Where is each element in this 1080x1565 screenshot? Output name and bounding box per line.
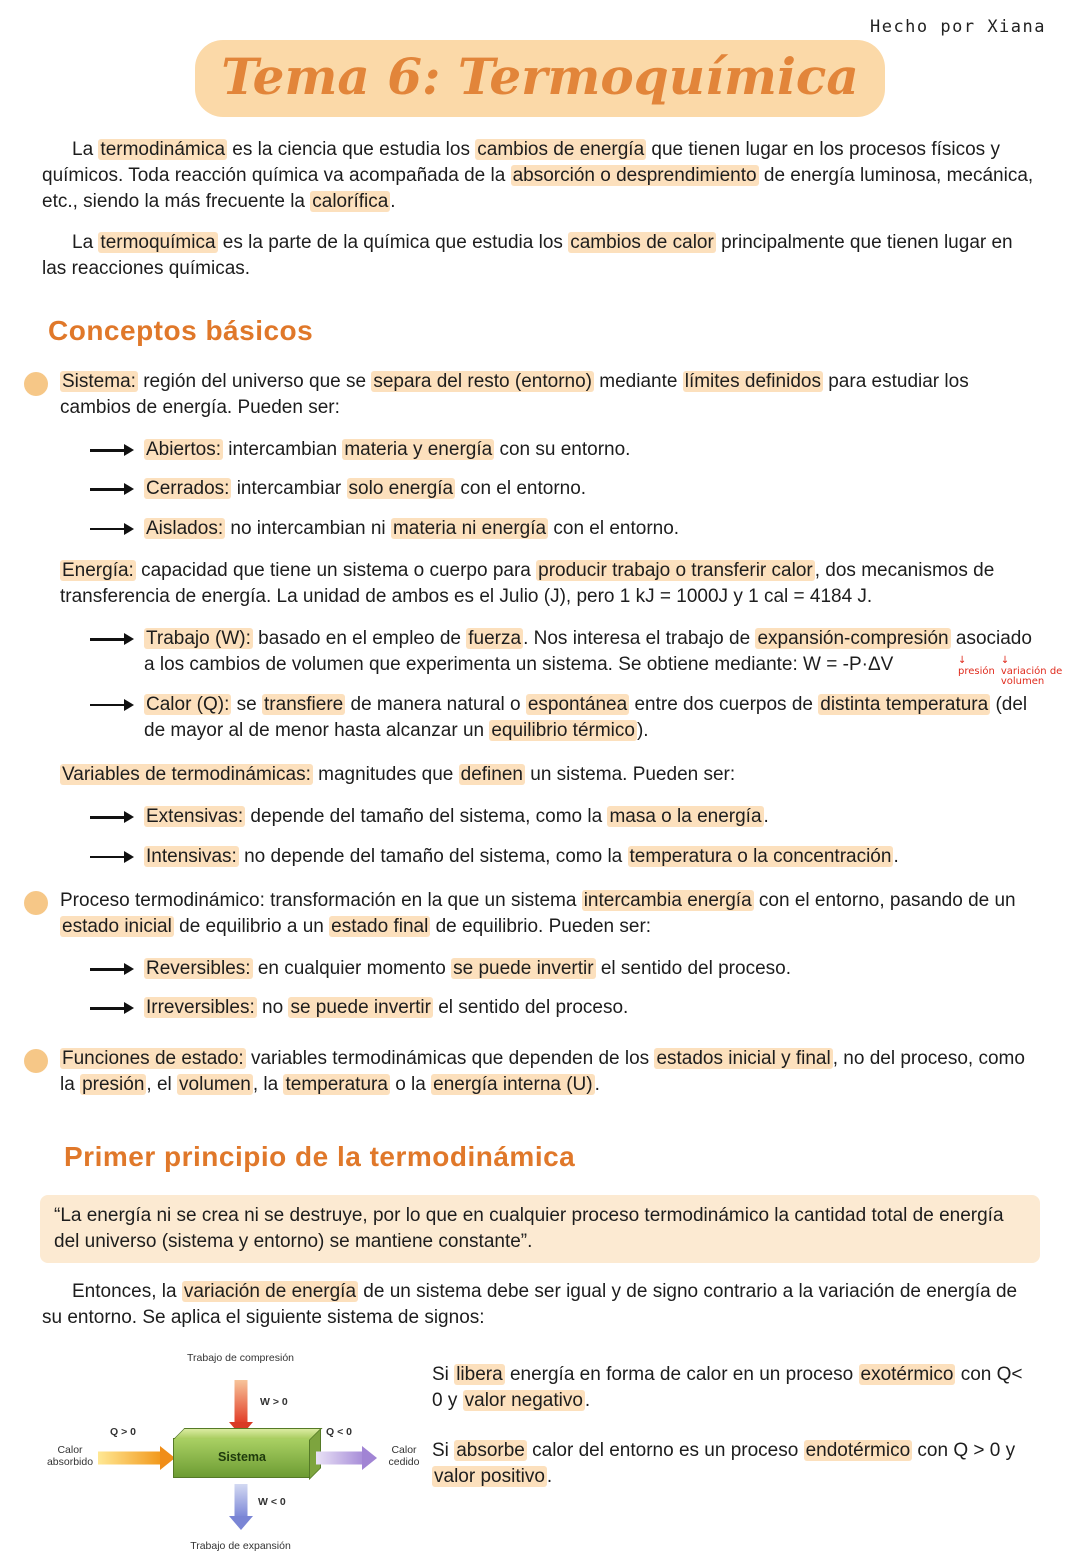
right-arrow-icon [90, 850, 134, 864]
bullet-funciones-text [60, 1046, 1042, 1098]
highlighted-text: absorbe [456, 1440, 525, 1462]
text: intercambiar [231, 478, 347, 500]
paragraph-endotermico [432, 1438, 1030, 1490]
highlighted-text: Cerrados: [146, 478, 230, 500]
highlighted-text: endotérmico [805, 1440, 911, 1462]
text: La [72, 231, 99, 253]
intro-paragraph-2 [42, 230, 1038, 282]
bullet-circle-icon [24, 372, 48, 396]
text: en cualquier momento [252, 958, 452, 980]
text: . [390, 191, 396, 213]
list-item-intensivas [90, 844, 1042, 870]
annotation-presion [958, 656, 995, 677]
list-item-extensivas [90, 804, 1042, 830]
highlighted-text: absorción o desprendimiento [512, 165, 757, 187]
text: que tienen lugar en los procesos físicos y químicos. Toda reacción química va acompañada de la [42, 139, 1000, 187]
text: Proceso termodinámico: transformación en la que un sistema [60, 889, 582, 911]
highlighted-text: materia y energía [344, 439, 493, 461]
text: con el entorno. [548, 517, 680, 539]
list-item-trabajo [90, 626, 1063, 688]
text: calor del entorno es un proceso [526, 1440, 804, 1462]
highlighted-text: solo energía [348, 478, 454, 500]
diagram-label-expansion: Trabajo de expansión [190, 1539, 291, 1552]
author-credit: Hecho por Xiana [869, 17, 1046, 37]
bullet-sistema-text [60, 369, 1042, 421]
heat-absorbed-arrow-icon [98, 1445, 176, 1471]
list-item-aislados [90, 516, 1042, 542]
highlighted-text: equilibrio térmico [491, 719, 635, 741]
highlighted-text: estados inicial y final [656, 1047, 831, 1069]
text: se [231, 693, 263, 715]
highlighted-text: se puede invertir [290, 997, 431, 1019]
diagram-label-q-neg: Q < 0 [326, 1425, 352, 1438]
list-item-cerrados [90, 476, 1042, 502]
highlighted-text: termoquímica [100, 231, 216, 253]
text: de equilibrio. Pueden ser: [430, 916, 652, 937]
text: no [256, 997, 289, 1019]
text: magnitudes que [312, 764, 459, 786]
highlighted-text: variación de energía [183, 1281, 357, 1303]
highlighted-text: energía interna (U) [433, 1073, 593, 1095]
text: región del universo que se [137, 370, 372, 392]
highlighted-text: Variables de termodinámicas: [62, 764, 311, 786]
annotation-presion-label: presión [958, 665, 995, 677]
diagram-label-compression: Trabajo de compresión [187, 1351, 294, 1364]
list-item-cerrados-text [144, 476, 1042, 502]
text: con Q > 0 y [912, 1440, 1016, 1462]
text: Entonces, la [72, 1281, 182, 1303]
list-item-reversibles-text [144, 956, 1042, 982]
text: con el entorno. [455, 478, 587, 500]
highlighted-text: definen [460, 764, 523, 786]
highlighted-text: Intensivas: [146, 845, 237, 867]
text: . [584, 1389, 591, 1411]
highlighted-text: cambios de energía [477, 139, 645, 160]
text: , no del proceso, como la [60, 1047, 1025, 1095]
highlighted-text: exotérmico [860, 1363, 954, 1385]
highlighted-text: Abiertos: [146, 439, 221, 461]
text: es la ciencia que estudia los [227, 139, 476, 160]
bullet-proceso-text [60, 888, 1042, 940]
section-heading-conceptos: Conceptos básicos [48, 315, 314, 347]
page-title [38, 40, 1042, 117]
handwritten-annotation [958, 656, 1068, 688]
highlighted-text: producir trabajo o transferir calor [538, 559, 813, 581]
text: el sentido del proceso. [432, 997, 629, 1019]
text: , dos mecanismos de transferencia de energía. La unidad de ambos es el Julio (J), pero 1 kJ = 1000J y 1 cal = 4184 J. [60, 559, 995, 608]
text: ). [636, 719, 649, 741]
text: basado en el empleo de [252, 628, 467, 650]
paragraph-energia [60, 558, 1038, 610]
annotation-variacion-label: variación de volumen [1000, 665, 1063, 688]
text: mediante [593, 370, 683, 392]
highlighted-text: Calor (Q): [146, 693, 230, 715]
arrow-shaft [316, 1451, 362, 1464]
list-item-intensivas-text [144, 844, 1042, 870]
bottom-section [38, 1350, 1042, 1565]
right-arrow-icon [90, 443, 134, 457]
text: Si [432, 1363, 455, 1385]
text: variables termodinámicas que dependen de los [245, 1047, 655, 1069]
text: . [893, 845, 899, 867]
annotation-arrow-icon: ↓ [1000, 655, 1010, 667]
bullet-circle-icon [24, 1049, 48, 1073]
arrow-head [362, 1446, 377, 1470]
intro-paragraph-1 [42, 137, 1038, 216]
text: . [546, 1466, 553, 1488]
right-arrow-icon [90, 1001, 134, 1015]
highlighted-text: Aislados: [146, 517, 224, 539]
diagram-label-w-neg: W < 0 [258, 1495, 286, 1508]
text: . Nos interesa el trabajo de [523, 628, 756, 650]
right-arrow-icon [90, 482, 134, 496]
expansion-arrow-icon [228, 1484, 254, 1532]
list-item-extensivas-text [144, 804, 1042, 830]
highlighted-text: materia ni energía [392, 517, 547, 539]
first-law-quote: “La energía ni se crea ni se destruye, por lo que en cualquier proceso termodinámico la cantidad total de energía del universo (sistema y entorno) se mantiene constante”. [40, 1195, 1040, 1263]
list-item-abiertos [90, 437, 1042, 463]
text: con Q< 0 y [432, 1363, 1023, 1411]
list-item-calor [90, 692, 1042, 744]
text: La [72, 139, 99, 160]
text: depende del tamaño del sistema, como la [245, 806, 608, 828]
highlighted-text: Trabajo (W): [146, 628, 251, 650]
text: o la [389, 1073, 432, 1095]
highlighted-text: Funciones de estado: [62, 1047, 244, 1069]
text: , la [252, 1073, 284, 1095]
text: entre dos cuerpos de [629, 693, 819, 715]
annotation-variacion [1001, 656, 1068, 688]
highlighted-text: Energía: [62, 559, 134, 581]
arrow-shaft [98, 1451, 160, 1464]
list-item-aislados-text [144, 516, 1042, 542]
highlighted-text: espontánea [527, 693, 628, 715]
annotation-arrow-icon: ↓ [958, 655, 967, 667]
text: de equilibrio a un [173, 916, 330, 937]
list-item-trabajo-text [144, 626, 1042, 678]
highlighted-text: masa o la energía [609, 806, 762, 828]
list-item-irreversibles-text [144, 995, 1042, 1021]
text: de un sistema debe ser igual y de signo contrario a la variación de energía de su entorno. Se aplica el siguiente sistema de signos: [42, 1281, 1018, 1329]
text: no intercambian ni [225, 517, 391, 539]
text: capacidad que tiene un sistema o cuerpo para [135, 559, 537, 581]
sign-convention-diagram [38, 1350, 428, 1565]
highlighted-text: separa del resto (entorno) [373, 370, 592, 392]
list-item-reversibles [90, 956, 1042, 982]
highlighted-text: Extensivas: [146, 806, 244, 828]
highlighted-text: volumen [179, 1073, 251, 1095]
diagram-label-calor-cedido: Calor cedido [388, 1443, 420, 1468]
paragraph-entonces [42, 1279, 1038, 1331]
highlighted-text: Reversibles: [146, 958, 251, 980]
arrow-head [229, 1516, 253, 1530]
bullet-proceso [38, 888, 1042, 940]
text: para estudiar los cambios de energía. Pueden ser: [60, 370, 969, 418]
arrow-shaft [235, 1380, 248, 1422]
text: el sentido del proceso. [595, 958, 791, 980]
right-arrow-icon [90, 962, 134, 976]
text: no depende del tamaño del sistema, como la [238, 845, 628, 867]
list-item-irreversibles [90, 995, 1042, 1021]
highlighted-text: límites definidos [684, 370, 821, 392]
diagram-label-w-pos: W > 0 [260, 1395, 288, 1408]
text: un sistema. Pueden ser: [524, 764, 736, 786]
highlighted-text: presión [82, 1073, 145, 1095]
bullet-funciones [38, 1046, 1042, 1098]
text: . [594, 1073, 600, 1095]
text: energía en forma de calor en un proceso [504, 1363, 859, 1385]
highlighted-text: calorífica [312, 191, 389, 213]
bullet-sistema [38, 369, 1042, 421]
right-arrow-icon [90, 632, 134, 646]
list-item-abiertos-text [144, 437, 1042, 463]
paragraph-exotermico [432, 1362, 1030, 1414]
highlighted-text: libera [456, 1363, 503, 1385]
right-arrow-icon [90, 522, 134, 536]
highlighted-text: Sistema: [62, 370, 136, 392]
highlighted-text: Irreversibles: [146, 997, 255, 1019]
highlighted-text: temperatura o la concentración [629, 845, 892, 867]
text: con el entorno, pasando de un [753, 889, 1016, 911]
text: de energía luminosa, mecánica, etc., siendo la más frecuente la [42, 165, 1034, 213]
text: Si [432, 1440, 455, 1462]
highlighted-text: transfiere [264, 693, 344, 715]
highlighted-text: temperatura [285, 1073, 388, 1095]
highlighted-text: estado inicial [62, 916, 172, 937]
text: . [763, 806, 769, 828]
text: asociado a los cambios de volumen que experimenta un sistema. Se obtiene mediante: W = -P·ΔV [144, 628, 1032, 676]
highlighted-text: distinta temperatura [820, 693, 989, 715]
text: , el [146, 1073, 178, 1095]
highlighted-text: estado final [331, 916, 429, 937]
highlighted-text: cambios de calor [570, 231, 714, 253]
diagram-label-q-pos: Q > 0 [110, 1425, 136, 1438]
text: (del de mayor al de menor hasta alcanzar un [144, 693, 1028, 741]
right-arrow-icon [90, 698, 134, 712]
right-arrow-icon [90, 810, 134, 824]
text: es la parte de la química que estudia los [217, 231, 569, 253]
system-box-label: Sistema [218, 1449, 266, 1464]
diagram-label-calor-absorbido: Calor absorbido [46, 1443, 94, 1468]
highlighted-text: fuerza [468, 628, 522, 650]
section-heading-primer-principio: Primer principio de la termodinámica [64, 1141, 576, 1173]
highlighted-text: expansión-compresión [757, 628, 949, 650]
system-box [173, 1438, 311, 1478]
highlighted-text: intercambia energía [583, 889, 752, 911]
highlighted-text: valor positivo [434, 1466, 545, 1488]
text: intercambian [222, 439, 343, 461]
paragraph-variables [60, 762, 1038, 788]
highlighted-text: se puede invertir [453, 958, 594, 980]
text: principalmente que tienen lugar en las reacciones químicas. [42, 231, 1013, 279]
heat-released-arrow-icon [316, 1445, 378, 1471]
arrow-shaft [235, 1484, 248, 1516]
diagram-canvas [46, 1350, 428, 1562]
list-item-calor-text [144, 692, 1042, 744]
sign-rules-column [428, 1350, 1042, 1565]
highlighted-text: valor negativo [464, 1389, 583, 1411]
bullet-circle-icon [24, 891, 48, 915]
page-title-text: Tema 6: Termoquímica [195, 40, 885, 117]
highlighted-text: termodinámica [100, 139, 226, 160]
text: con su entorno. [494, 439, 631, 461]
text: de manera natural o [345, 693, 526, 715]
